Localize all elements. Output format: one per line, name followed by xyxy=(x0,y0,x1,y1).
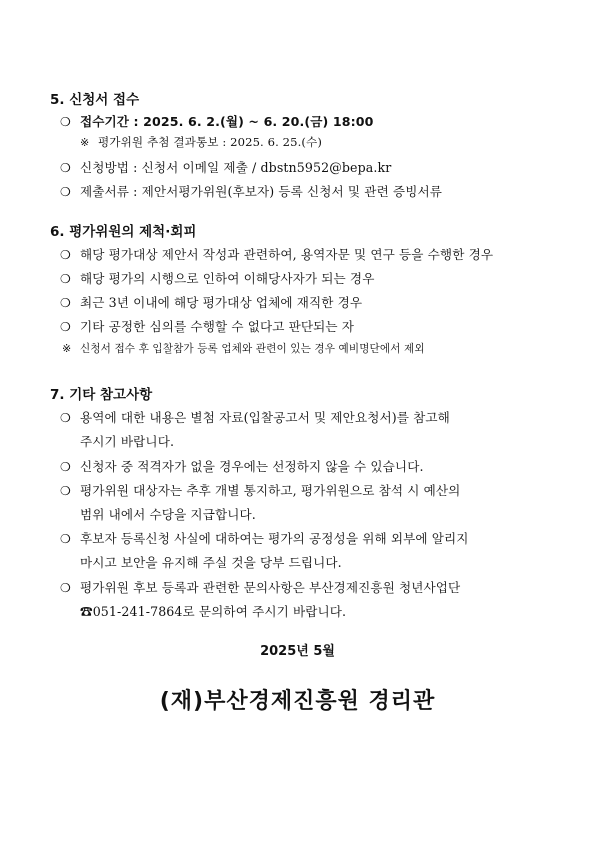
recusal-text: 해당 평가의 시행으로 인하여 이해당사자가 되는 경우 xyxy=(80,271,375,286)
recusal-item xyxy=(60,316,354,335)
section-5-heading: 5. 신청서 접수 xyxy=(50,92,140,108)
recusal-text: 해당 평가대상 제안서 작성과 관련하여, 용역자문 및 연구 등을 수행한 경우 xyxy=(80,247,494,262)
recusal-item xyxy=(60,292,362,311)
documents-text: 제출서류 : 제안서평가위원(후보자) 등록 신청서 및 관련 증빙서류 xyxy=(80,184,442,199)
circle-bullet-icon: ❍ xyxy=(60,272,71,286)
organization-signature: (재)부산경제진흥원 경리관 xyxy=(159,689,436,714)
circle-bullet-icon: ❍ xyxy=(60,532,71,546)
notice-text: 용역에 대한 내용은 별첨 자료(입찰공고서 및 제안요청서)를 참고해 xyxy=(80,410,450,425)
notice-continuation: ☎051-241-7864로 문의하여 주시기 바랍니다. xyxy=(80,604,347,619)
circle-bullet-icon: ❍ xyxy=(60,411,71,425)
circle-bullet-icon: ❍ xyxy=(60,115,71,129)
notice-text: 신청자 중 적격자가 없을 경우에는 선정하지 않을 수 있습니다. xyxy=(80,459,424,474)
recusal-item xyxy=(60,268,374,287)
recusal-text: 기타 공정한 심의를 수행할 수 없다고 판단되는 자 xyxy=(80,319,355,334)
circle-bullet-icon: ❍ xyxy=(60,161,71,175)
circle-bullet-icon: ❍ xyxy=(60,484,71,498)
notice-continuation: 마시고 보안을 유지해 주실 것을 당부 드립니다. xyxy=(80,555,342,570)
circle-bullet-icon: ❍ xyxy=(60,320,71,334)
reference-mark-icon: ※ xyxy=(80,136,90,149)
section-6-heading: 6. 평가위원의 제척·회피 xyxy=(50,224,197,240)
circle-bullet-icon: ❍ xyxy=(60,185,71,199)
notice-continuation: 범위 내에서 수당을 지급합니다. xyxy=(80,507,256,522)
period-note-text: 평가위원 추첨 결과통보 : 2025. 6. 25.(수) xyxy=(98,135,322,149)
period-text: 접수기간 : 2025. 6. 2.(월) ~ 6. 20.(금) 18:00 xyxy=(80,114,374,129)
notice-text: 후보자 등록신청 사실에 대하여는 평가의 공정성을 위해 외부에 알리지 xyxy=(80,531,469,546)
notice-item xyxy=(60,456,424,475)
recusal-item xyxy=(60,244,493,263)
notice-item xyxy=(60,577,460,596)
notice-item xyxy=(60,528,469,547)
notice-item xyxy=(60,480,460,499)
recusal-note-text: 신청서 접수 후 입찰참가 등록 업체와 관련이 있는 경우 예비명단에서 제외 xyxy=(80,343,425,355)
recusal-note xyxy=(62,341,425,356)
period-note xyxy=(80,134,322,150)
document-date: 2025년 5월 xyxy=(260,644,335,659)
notice-item xyxy=(60,407,450,426)
method-text: 신청방법 : 신청서 이메일 제출 / dbstn5952@bepa.kr xyxy=(80,160,392,175)
period-item xyxy=(60,111,373,130)
circle-bullet-icon: ❍ xyxy=(60,460,71,474)
notice-text: 평가위원 대상자는 추후 개별 통지하고, 평가위원으로 참석 시 예산의 xyxy=(80,483,461,498)
notice-text: 평가위원 후보 등록과 관련한 문의사항은 부산경제진흥원 청년사업단 xyxy=(80,580,461,595)
recusal-text: 최근 3년 이내에 해당 평가대상 업체에 재직한 경우 xyxy=(80,295,363,310)
method-item xyxy=(60,157,391,176)
section-7-heading: 7. 기타 참고사항 xyxy=(50,387,153,403)
circle-bullet-icon: ❍ xyxy=(60,581,71,595)
notice-continuation: 주시기 바랍니다. xyxy=(80,434,175,449)
reference-mark-icon: ※ xyxy=(62,342,72,355)
documents-item xyxy=(60,181,442,200)
circle-bullet-icon: ❍ xyxy=(60,296,71,310)
circle-bullet-icon: ❍ xyxy=(60,248,71,262)
